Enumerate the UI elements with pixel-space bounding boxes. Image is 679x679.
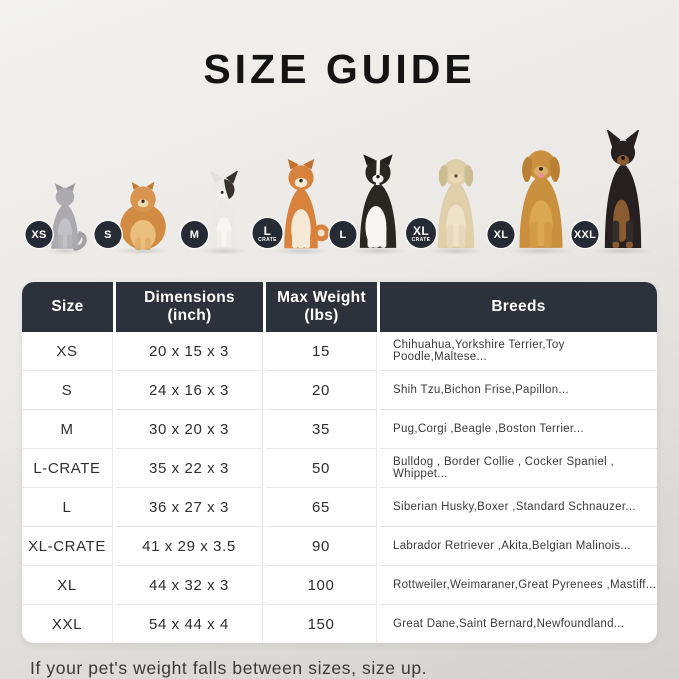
header-max-weight [266,282,377,332]
table-row-l [22,487,657,526]
pet-photo-pomeranian [104,181,177,251]
size-badge-label: XXL [573,228,597,241]
cell-max-weight: 90 [266,526,377,565]
table-row-l-crate [22,448,657,487]
size-table-header [22,282,657,332]
header-dimensions [116,282,263,332]
cell-breeds: Chihuahua,Yorkshire Terrier,Toy Poodle,Maltese... [380,332,657,370]
size-badge-label: M [189,228,200,241]
cell-dimensions: 36 x 27 x 3 [116,487,263,526]
cell-size: L [22,487,113,526]
table-row-m [22,409,657,448]
cell-max-weight: 50 [266,448,377,487]
pet-photo-labrador [411,154,491,251]
cell-max-weight: 20 [266,370,377,409]
size-badge-label: XS [31,228,47,241]
footer-note: If your pet's weight falls between sizes, size up. [30,658,428,678]
pet-photo-french-bulldog [189,171,252,251]
cell-breeds: Great Dane,Saint Bernard,Newfoundland... [380,604,657,643]
cell-dimensions: 41 x 29 x 3.5 [116,526,263,565]
size-badge-label: S [104,228,112,241]
cell-max-weight: 15 [266,332,377,370]
pet-photo-golden-retriever [493,145,580,251]
header-label: Max Weight [277,288,366,306]
pet-photo-cat [31,183,90,251]
header-row [22,282,657,332]
cell-dimensions: 35 x 22 x 3 [116,448,263,487]
cell-size: XXL [22,604,113,643]
size-badge-l [330,221,357,248]
size-badge-l-crate [253,218,283,248]
cell-size: L-CRATE [22,448,113,487]
size-badge-m [181,221,208,248]
cell-breeds: Pug,Corgi ,Beagle ,Boston Terrier... [380,409,657,448]
size-badge-sublabel: CRATE [411,236,431,243]
header-label: Breeds [491,297,546,315]
cell-max-weight: 100 [266,565,377,604]
header-size [22,282,113,332]
cell-size: XL-CRATE [22,526,113,565]
table-row-xl [22,565,657,604]
cell-breeds: Rottweiler,Weimaraner,Great Pyrenees ,Mastiff... [380,565,657,604]
cell-breeds: Bulldog , Border Collie , Cocker Spaniel , Whippet... [380,448,657,487]
cell-size: M [22,409,113,448]
size-badge-label: XL [413,223,429,238]
size-badge-xl [488,221,515,248]
cell-dimensions: 54 x 44 x 4 [116,604,263,643]
cell-max-weight: 150 [266,604,377,643]
table-row-xxl [22,604,657,643]
cell-dimensions: 20 x 15 x 3 [116,332,263,370]
cell-max-weight: 65 [266,487,377,526]
header-sublabel: (lbs) [304,307,339,324]
size-badge-s [95,221,122,248]
pet-photo-shiba-inu [258,159,335,251]
cell-size: S [22,370,113,409]
header-sublabel: (inch) [167,307,212,324]
header-label: Dimensions [144,288,235,306]
cell-breeds: Labrador Retriever ,Akita,Belgian Malinois... [380,526,657,565]
size-table-body [22,332,657,643]
header-label: Size [51,297,84,315]
cell-dimensions: 30 x 20 x 3 [116,409,263,448]
table-row-xs [22,332,657,370]
page-title: SIZE GUIDE [203,46,476,92]
header-breeds [380,282,657,332]
cell-breeds: Siberian Husky,Boxer ,Standard Schnauzer... [380,487,657,526]
cell-size: XS [22,332,113,370]
size-badge-xs [26,221,53,248]
cell-dimensions: 24 x 16 x 3 [116,370,263,409]
cell-dimensions: 44 x 32 x 3 [116,565,263,604]
size-badge-sublabel: CRATE [258,236,277,243]
cell-max-weight: 35 [266,409,377,448]
pet-photo-doberman [573,130,660,251]
size-badge-xxl [572,221,599,248]
size-table [22,282,657,643]
cell-size: XL [22,565,113,604]
pet-photo-border-collie [339,154,412,251]
size-badge-xl-crate [406,218,436,248]
size-badge-label: L [263,223,272,238]
size-badge-label: L [339,228,347,241]
table-row-xl-crate [22,526,657,565]
pets-row [0,126,679,251]
cell-breeds: Shih Tzu,Bichon Frise,Papillon... [380,370,657,409]
table-row-s [22,370,657,409]
size-badge-label: XL [493,228,509,241]
